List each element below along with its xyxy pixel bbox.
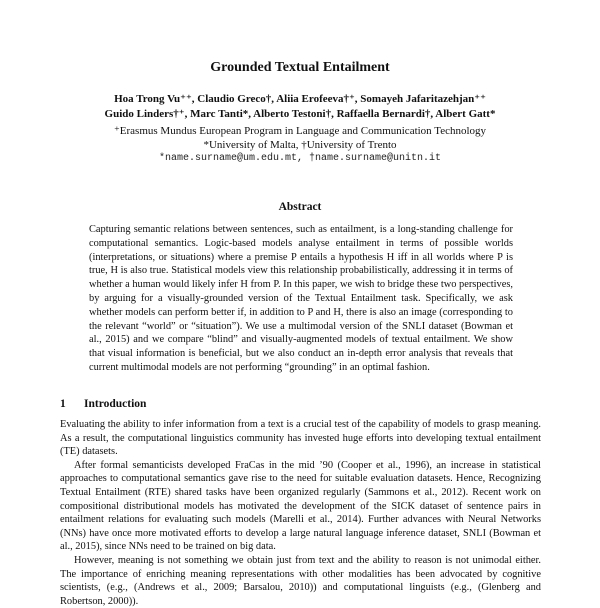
intro-paragraph-3: However, meaning is not something we obtain just from text and the ability to reason is not unimodal either. The importance of enriching meaning representations with other modalities has been advocated by cognitive scientists, (e.g., (Andrews et al., 2009; Barsalou, 2010)) and computational linguists (e.g., (Glenberg and Robertson, 2000)).	[60, 554, 541, 607]
intro-paragraph-1: Evaluating the ability to infer information from a text is a crucial test of the capability of models to grasp meaning. As a result, the computational linguistics community has invested huge efforts into developing textual entailment (TE) datasets.	[60, 419, 541, 458]
section-title: Introduction	[84, 398, 147, 410]
intro-paragraph-2: After formal semanticists developed FraCas in the mid ’90 (Cooper et al., 1996), an increase in statistical approaches to computational semantics gave rise to the need for suitable evaluation datasets. Hence, Recognizing Textual Entailment (RTE) shared tasks have been organized regularly (Sammons et al., 2012). Recent work on compositional distributional models has motivated the development of the SICK dataset of sentence pairs in entailment relations for evaluating such models (Marelli et al., 2014). Further advances with Neural Networks (NNs) have once more motivated efforts to develop a large natural language inference dataset, SNLI (Bowman et al., 2015), since NNs need to be trained on big data.	[60, 459, 541, 553]
affiliation-universities: *University of Malta, †University of Trento	[203, 139, 397, 151]
paper-title: Grounded Textual Entailment	[210, 60, 390, 75]
author-emails: *name.surname@um.edu.mt, †name.surname@unitn.it	[158, 153, 442, 164]
section-number: 1	[60, 398, 66, 410]
abstract-heading: Abstract	[278, 201, 322, 213]
abstract-text: Capturing semantic relations between sentences, such as entailment, is a long-standing challenge for computational semantics. Logic-based models analyse entailment in terms of possible worlds (interpretations, or situations) where a premise P entails a hypothesis H iff in all worlds where P is true, H is also true. Statistical models view this relationship probabilistically, addressing it in terms of whether a human would likely infer H from P. In this paper, we wish to bridge these two perspectives, by arguing for a visually-grounded version of the Textual Entailment task. Specifically, we ask whether models can perform better if, in addition to P and H, there is also an image (corresponding to the relevant “world” or “situation”). We use a multimodal version of the SNLI dataset (Bowman et al., 2015) and we compare “blind” and visually-augmented models of textual entailment. We show that visual information is beneficial, but we also conduct an in-depth error analysis that reveals that current multimodal models are not performing “grounding” in an optimal fashion.	[89, 224, 513, 373]
introduction-body	[60, 418, 541, 608]
authors-line-1: Hoa Trong Vu⁺⁺, Claudio Greco†, Aliia Erofeeva†⁺, Somayeh Jafaritazehjan⁺⁺	[114, 93, 486, 105]
author-list	[0, 92, 600, 122]
section-heading-introduction	[60, 398, 146, 410]
authors-line-2: Guido Linders†⁺, Marc Tanti*, Alberto Testoni†, Raffaella Bernardi†, Albert Gatt*	[104, 108, 496, 120]
affiliation-erasmus: ⁺Erasmus Mundus European Program in Language and Communication Technology	[113, 125, 487, 137]
